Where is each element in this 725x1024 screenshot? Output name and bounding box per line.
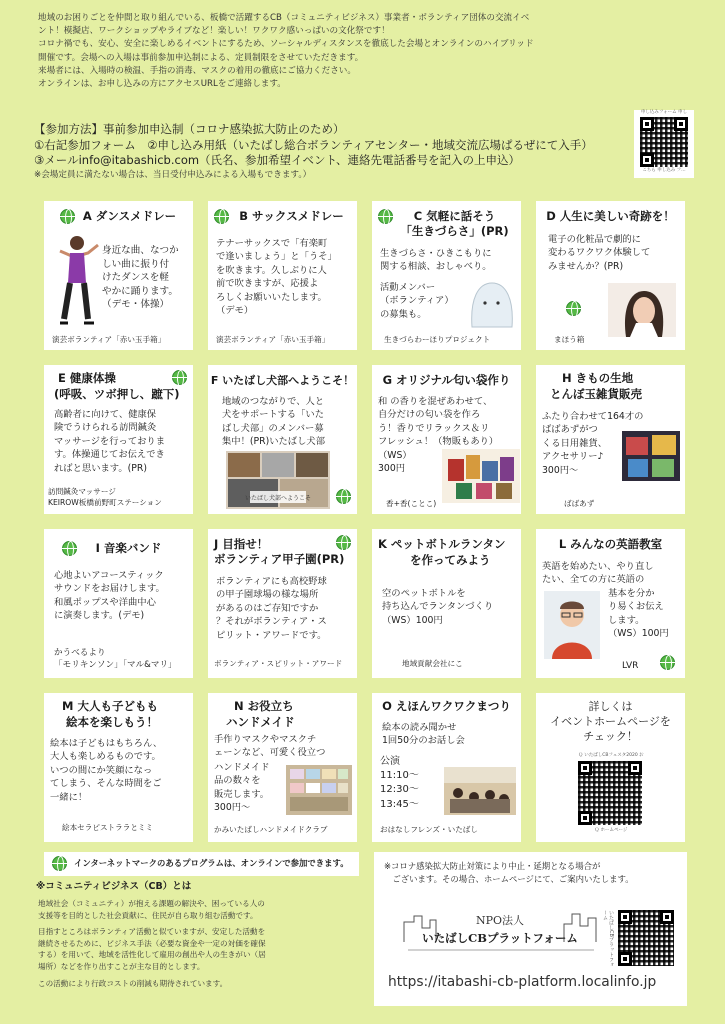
card-title: G オリジナル匂い袋作り (382, 373, 511, 387)
card-footer: LVR (622, 661, 639, 671)
qr-label: Ｑ いたばしCBフェスタ2020 お (578, 753, 644, 758)
dogs-photo-collage (226, 451, 330, 509)
method-heading: 【参加方法】事前参加申込制（コロナ感染拡大防止のため） (34, 122, 345, 136)
intro-text (38, 12, 698, 91)
cb-paragraph: 継続させるために、ビジネス手法（必要な資金や一定の対価を確保 (38, 938, 266, 948)
card-body: 和 の香りを混ぜあわせて、 自分だけの匂い袋を作ろ う！香りでリラックス＆リ フレッシュ！（物販もあり） （WS） 300円 (378, 396, 499, 475)
card-body: 基本を分か り易くお伝え します。 （WS）100円 (608, 588, 669, 640)
registration-qr[interactable] (634, 110, 694, 178)
card-body: 公演 11:10～ 12:30～ 13:45～ (380, 756, 419, 810)
woman-portrait-image (608, 283, 676, 337)
qr-label: Ｑ ホームページ (594, 828, 628, 833)
card-title: イベントホームページを (550, 715, 671, 728)
card-title: を作ってみよう (410, 553, 491, 567)
card-footer: かみいたばしハンドメイドクラブ (214, 825, 328, 834)
card-title: K ペットボトルランタン (378, 537, 506, 551)
card-body: 絵本の読み聞かせ 1回50分のお話し会 (382, 722, 465, 747)
card-body: 手作りマスクやマスクチ ェーンなど、可愛く役立つ (214, 734, 326, 759)
card-body: テナーサックスで「有楽町 で逢いましょう」と「うそ」 を吹きます。久しぶりに人 前で吹きますが、応援よ ろしくお願いいたします。 （デモ） (216, 238, 337, 317)
card-title: ボランティア甲子園(PR) (214, 552, 345, 566)
card-footer: 生きづらわーほりプロジェクト (384, 335, 491, 344)
cb-heading: ※コミュニティビジネス（CB）とは (36, 881, 192, 892)
program-card-o (372, 693, 521, 842)
card-footer: おはなしフレンズ・いたばし (380, 825, 478, 834)
card-footer: ボランティア・スピリット・アワード (214, 659, 343, 668)
online-notice (44, 852, 359, 876)
teacher-portrait-image (544, 591, 600, 659)
cb-paragraph: この活動により行政コストの削減も期待されています。 (38, 978, 228, 988)
cancellation-note: ※コロナ感染拡大防止対策により中止・延期となる場合が (384, 861, 601, 871)
card-title: E 健康体操 (58, 371, 116, 385)
card-footer: 絵本セラピストララとミミ (62, 823, 154, 832)
card-title: O えほんワクワクまつり (382, 699, 511, 713)
card-title: N お役立ち (234, 699, 294, 713)
intro-line: 地域のお困りごとを仲間と取り組んでいる、板橋で活躍するCB（コミュニティビジネス）事業者・ボランティア団体の交流イベ (38, 13, 530, 23)
handmade-goods-image (286, 765, 352, 815)
card-body: 電子の化粧品で劇的に 変わるワクワク体験して みませんか？(PR) (548, 234, 651, 272)
card-title: A ダンスメドレー (82, 209, 177, 223)
method-note: ※会場定員に満たない場合は、当日受付申込みによる入場もできます。） (34, 169, 312, 180)
cancellation-note: ございます。その場合、ホームページにて、ご案内いたします。 (384, 874, 634, 884)
card-footer: 演芸ボランティア「赤い玉手箱」 (216, 335, 330, 344)
intro-line: 来場者には、入場時の検温、手指の消毒、マスクの着用の徹底にご協力ください。 (38, 65, 356, 76)
npo-logo (404, 908, 600, 960)
program-card-c (372, 201, 521, 350)
intro-line: オンラインは、お申し込みの方にアクセスURLをご連絡します。 (38, 79, 286, 90)
card-footer: まほう箱 (554, 335, 585, 344)
card-body: 空のペットボトルを 持ち込んでランタンづくり （WS）100円 (382, 588, 494, 626)
card-body: 心地よいアコースティック サウンドをお届けします。 和風ポップスや洋曲中心 に演奏します。(デモ) (54, 570, 165, 622)
cb-paragraph: 支援等を目的とした社会貢献に、住民が自ら取り組む活動です。 (38, 910, 258, 920)
program-card-f (208, 365, 357, 514)
online-globe-icon (566, 301, 581, 316)
card-body: 身近な曲、なつか しい曲に振り付 けたダンスを軽 やかに踊ります。 （デモ・体操） (102, 245, 179, 311)
card-title: I 音楽バンド (95, 541, 162, 555)
card-body: かうべるより 「モリキンソン」「マル&マリ」 (54, 648, 177, 670)
program-card-h (536, 365, 685, 514)
cb-paragraph: する）を用いて、地域を活性化して雇用の創出や人の生きがい（居 (38, 950, 266, 960)
cb-paragraph: 地域社会（コミュニティ）が抱える課題の解決や、困っている人の (38, 899, 265, 908)
logo-org-name: いたばしCBプラットフォーム (422, 931, 578, 945)
organizer-info (374, 852, 687, 1006)
card-footer: 訪問鍼灸マッサージ KEIROW板橋前野町ステーション (48, 487, 162, 507)
ghost-character-image (464, 279, 518, 331)
card-body: ボランティアにも高校野球 の甲子園球場の様な場所 があるのはご存知ですか ？それがボランティア・ス ピリット・アワードです。 (216, 576, 327, 641)
notice-text: インターネットマークのあるプログラムは、オンラインで参加できます。 (74, 858, 349, 868)
program-card-l (536, 529, 685, 678)
cb-paragraph: 目指すところはボランティア活動と似ていますが、安定した活動を (38, 927, 266, 937)
card-title: J 目指せ！ (214, 537, 269, 551)
method-line: ③メールinfo@itabashicb.com（氏名、参加希望イベント、連絡先電話番号を記入の上申込） (34, 153, 521, 167)
card-title: とんぼ玉雑貨販売 (550, 387, 642, 401)
storytelling-photo (444, 767, 516, 815)
card-body: 絵本は子どもはもちろん、 大人も楽しめるものです。 いつの間にか笑顔になっ てしまう、そんな時間をご 一緒に！ (50, 738, 163, 803)
card-title: 詳しくは (588, 700, 633, 713)
scent-bags-image (442, 449, 520, 503)
online-globe-icon (336, 489, 351, 504)
participation-method (34, 122, 634, 182)
qr-code-icon (640, 117, 688, 167)
intro-line: ント！模擬店、ワークショップやライブなど！楽しい！ワクワク感いっぱいの文化祭です！ (38, 26, 390, 37)
qr-label: こちら 申し込み フ… (642, 168, 686, 173)
card-body: 生きづらさ・ひきこもりに 関する相談、おしゃべり。 (380, 248, 492, 273)
program-card-n (208, 693, 357, 842)
qr-label: 申し込みフォーム 申し (640, 110, 688, 115)
cb-paragraph: 場所）などを作り出すことが主な目的とします。 (38, 961, 205, 971)
card-body: 地域のつながりで、人と 犬をサポートする「いた ばし犬部」のメンバー募 集中！(PR)いたばし犬部 (222, 396, 325, 448)
card-title: L みんなの英語教室 (558, 537, 663, 551)
card-title: (呼吸、ツボ押し、蹠下) (54, 387, 180, 401)
program-card-k (372, 529, 521, 678)
qr-side-label: いたばしCBプラットフォーム (602, 910, 614, 967)
card-title: F いたばし犬部へようこそ！ (210, 374, 355, 387)
cb-definition (34, 880, 369, 989)
card-title: 「生きづらさ」(PR) (400, 224, 509, 238)
card-title: D 人生に美しい奇跡を！ (546, 209, 675, 223)
card-title: ハンドメイド (226, 715, 295, 729)
homepage-qr-code-icon[interactable] (578, 761, 642, 825)
intro-line: 開催です。会場への入場は事前参加申込制による、定員制限をさせていただきます。 (38, 52, 364, 63)
program-card-e (44, 365, 193, 514)
program-card-homepage (536, 693, 685, 842)
card-footer: 地域貢献会社にこ (402, 659, 463, 668)
card-body: 英語を始めたい、やり直し たい、全ての方に英語の (542, 561, 654, 586)
card-title: H きもの生地 (562, 371, 634, 385)
card-footer: 香+香(ことこ) (386, 499, 437, 508)
program-card-i (44, 529, 193, 678)
online-globe-icon (52, 856, 67, 871)
card-body: ふたり合わせて164才の ばばあずがつ くる日用雑貨、 アクセサリー♪ 300円～ (542, 411, 644, 476)
method-line: ①右記参加フォーム ②申し込み用紙（いたばし総合ボランティアセンター・地域交流広場ぱるぜにて入手） (34, 137, 593, 152)
intro-line: コロナ禍でも、安心、安全に楽しめるイベントにするため、ソーシャルディスタンスを徹底した会場とオンラインのハイブリッド (38, 39, 534, 50)
dancer-image (50, 231, 102, 329)
card-body: 活動メンバー （ボランティア） の募集も。 (380, 282, 454, 320)
card-footer: ばばあず (564, 499, 595, 508)
card-title: 絵本を楽しもう！ (66, 715, 158, 729)
program-card-a (44, 201, 193, 350)
card-footer: 演芸ボランティア「赤い玉手箱」 (52, 335, 166, 344)
card-title: チェック！ (583, 730, 638, 743)
card-body: ハンドメイド 品の数々を 販売します。 300円～ (214, 762, 270, 814)
card-title: B サックスメドレー (239, 209, 344, 223)
program-card-m (44, 693, 193, 842)
platform-url-link[interactable]: https://itabashi-cb-platform.localinfo.jp (388, 974, 657, 990)
program-card-d (536, 201, 685, 350)
logo-npo-text: NPO法人 (475, 914, 525, 927)
program-card-g (372, 365, 521, 514)
online-globe-icon (660, 655, 675, 670)
card-title: C 気軽に話そう (413, 209, 496, 223)
card-title: M 大人も子どもも (62, 699, 158, 713)
kimono-goods-image (622, 431, 680, 481)
card-body: 高齢者に向けて、健康保 険でうけられる訪問鍼灸 マッサージを行っておりま す。体操通じてお伝えでき ればと思います。(PR) (54, 409, 166, 474)
platform-qr-code-icon[interactable] (618, 910, 674, 966)
collage-caption: いたばし犬部へようこそ (244, 495, 312, 502)
program-card-b (208, 201, 357, 350)
program-card-j (208, 529, 357, 678)
